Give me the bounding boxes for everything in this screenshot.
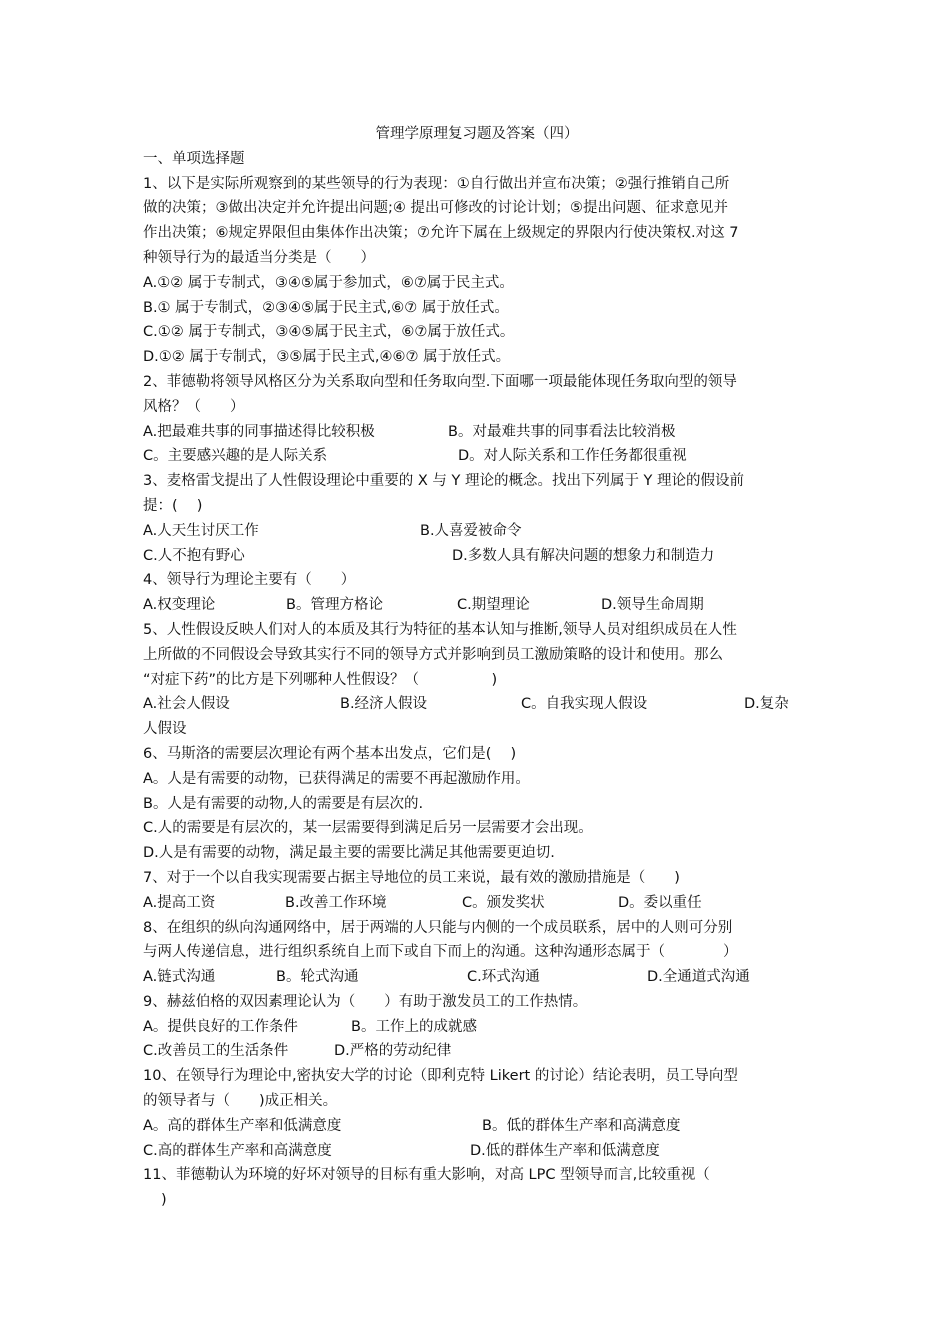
question-7: [143, 866, 811, 916]
question-5-option-c: C。自我实现人假设: [521, 696, 648, 713]
question-5-option-d: D.复杂: [744, 696, 789, 713]
question-7-option-d: D。委以重任: [618, 894, 702, 911]
question-10-text-line: 的领导者与（ )成正相关。: [143, 1093, 338, 1110]
question-3: [143, 469, 811, 568]
question-1-text-line: 种领导行为的最适当分类是（ ）: [143, 249, 375, 266]
question-9-option-c: C.改善员工的生活条件: [143, 1043, 289, 1060]
question-7-option-b: B.改善工作环境: [285, 894, 387, 911]
question-9-options-row: [143, 1015, 811, 1040]
question-1: [143, 172, 811, 370]
question-8: [143, 916, 811, 990]
question-2-options-row: [143, 444, 811, 469]
question-10-option-b: B。低的群体生产率和高满意度: [482, 1117, 681, 1134]
question-11-text-line: 11、菲德勒认为环境的好坏对领导的目标有重大影响，对高 LPC 型领导而言,比较重视（: [143, 1167, 710, 1184]
question-9-text-line: 9、赫兹伯格的双因素理论认为（ ）有助于激发员工的工作热情。: [143, 993, 588, 1010]
question-7-text-line: 7、对于一个以自我实现需要占据主导地位的员工来说，最有效的激励措施是（ ): [143, 869, 680, 886]
question-9: [143, 990, 811, 1064]
question-1-text-line: 1、以下是实际所观察到的某些领导的行为表现：①自行做出并宣布决策；②强行推销自己所: [143, 175, 730, 192]
question-4: [143, 568, 811, 618]
question-6-option-a: A。人是有需要的动物，已获得满足的需要不再起激励作用。: [143, 770, 530, 787]
question-10-options-row: [143, 1114, 811, 1139]
question-3-text-line: 提：( ): [143, 497, 203, 514]
question-7-options-row: [143, 891, 811, 916]
question-2-text-line: 2、菲德勒将领导风格区分为关系取向型和任务取向型.下面哪一项最能体现任务取向型的领导: [143, 373, 737, 390]
question-5-options-row: [143, 692, 811, 717]
question-11: [143, 1163, 811, 1213]
question-5-text-line: 5、人性假设反映人们对人的本质及其行为特征的基本认知与推断,领导人员对组织成员在人性: [143, 621, 737, 638]
question-8-option-c: C.环式沟通: [467, 969, 540, 986]
question-2-option-c: C。主要感兴趣的是人际关系: [143, 448, 328, 465]
question-1-text-line: 做的决策；③做出决定并允许提出问题;④ 提出可修改的讨论计划；⑤提出问题、征求意见并: [143, 200, 728, 217]
question-10-option-d: D.低的群体生产率和低满意度: [470, 1142, 660, 1159]
question-2: [143, 370, 811, 469]
question-10-option-c: C.高的群体生产率和高满意度: [143, 1142, 332, 1159]
question-11-text-line: ): [161, 1192, 167, 1209]
question-4-option-d: D.领导生命周期: [601, 597, 704, 614]
question-2-option-d: D。对人际关系和工作任务都很重视: [458, 448, 687, 465]
question-9-option-b: B。工作上的成就感: [351, 1018, 477, 1035]
question-10-option-a: A。高的群体生产率和低满意度: [143, 1117, 342, 1134]
question-9-option-a: A。提供良好的工作条件: [143, 1018, 298, 1035]
question-5-text-line: 人假设: [143, 721, 187, 738]
question-5-option-b: B.经济人假设: [340, 696, 428, 713]
question-3-option-a: A.人天生讨厌工作: [143, 522, 259, 539]
question-5-text-line: “对症下药”的比方是下列哪种人性假设？（ ): [143, 671, 498, 688]
question-6-option-d: D.人是有需要的动物，满足最主要的需要比满足其他需要更迫切.: [143, 845, 555, 862]
question-10-text-line: 10、在领导行为理论中,密执安大学的讨论（即利克特 Likert 的讨论）结论表明，员工导向型: [143, 1068, 738, 1085]
question-4-option-b: B。管理方格论: [286, 597, 383, 614]
question-4-option-c: C.期望理论: [457, 597, 530, 614]
question-9-option-d: D.严格的劳动纪律: [334, 1043, 452, 1060]
question-4-option-a: A.权变理论: [143, 597, 216, 614]
question-3-option-d: D.多数人具有解决问题的想象力和制造力: [452, 547, 715, 564]
question-1-option-c: C.①② 属于专制式，③④⑤属于民主式，⑥⑦属于放任式。: [143, 324, 515, 341]
question-4-options-row: [143, 593, 811, 618]
question-2-options-row: [143, 420, 811, 445]
question-6-option-b: B。人是有需要的动物,人的需要是有层次的.: [143, 795, 424, 812]
question-8-text-line: 8、在组织的纵向沟通网络中，居于两端的人只能与内侧的一个成员联系，居中的人则可分别: [143, 919, 733, 936]
question-10: [143, 1064, 811, 1163]
question-1-option-b: B.① 属于专制式，②③④⑤属于民主式,⑥⑦ 属于放任式。: [143, 299, 509, 316]
question-3-options-row: [143, 519, 811, 544]
question-4-text-line: 4、领导行为理论主要有（ ）: [143, 572, 356, 589]
section-heading: 一、单项选择题: [143, 150, 245, 167]
question-6-text-line: 6、马斯洛的需要层次理论有两个基本出发点，它们是( ): [143, 745, 517, 762]
question-7-option-a: A.提高工资: [143, 894, 216, 911]
question-6-option-c: C.人的需要是有层次的，某一层需要得到满足后另一层需要才会出现。: [143, 820, 593, 837]
question-5-text-line: 上所做的不同假设会导致其实行不同的领导方式并影响到员工激励策略的设计和使用。那么: [143, 646, 723, 663]
document-page: [143, 122, 811, 1213]
question-8-text-line: 与两人传递信息，进行组织系统自上而下或自下而上的沟通。这种沟通形态属于（ ）: [143, 944, 738, 961]
question-10-options-row: [143, 1139, 811, 1164]
question-2-option-a: A.把最难共事的同事描述得比较积极: [143, 423, 375, 440]
question-3-option-b: B.人喜爱被命令: [420, 522, 522, 539]
document-title: 管理学原理复习题及答案（四）: [375, 126, 579, 142]
question-2-text-line: 风格？（ ）: [143, 398, 245, 415]
question-3-text-line: 3、麦格雷戈提出了人性假设理论中重要的 X 与 Y 理论的概念。找出下列属于 Y 理论的假设前: [143, 473, 745, 490]
question-1-option-d: D.①② 属于专制式，③⑤属于民主式,④⑥⑦ 属于放任式。: [143, 349, 511, 366]
question-8-options-row: [143, 965, 811, 990]
question-3-options-row: [143, 544, 811, 569]
question-2-option-b: B。对最难共事的同事看法比较消极: [448, 423, 676, 440]
question-1-text-line: 作出决策；⑥规定界限但由集体作出决策；⑦允许下属在上级规定的界限内行使决策权.对这 7: [143, 225, 739, 242]
question-1-option-a: A.①② 属于专制式，③④⑤属于参加式，⑥⑦属于民主式。: [143, 274, 514, 291]
question-6: [143, 742, 811, 866]
question-7-option-c: C。颁发奖状: [462, 894, 545, 911]
question-8-option-b: B。轮式沟通: [276, 969, 359, 986]
question-5: [143, 618, 811, 742]
question-5-option-a: A.社会人假设: [143, 696, 230, 713]
question-3-option-c: C.人不抱有野心: [143, 547, 245, 564]
question-9-options-row: [143, 1039, 811, 1064]
question-8-option-d: D.全通道式沟通: [647, 969, 750, 986]
question-8-option-a: A.链式沟通: [143, 969, 216, 986]
